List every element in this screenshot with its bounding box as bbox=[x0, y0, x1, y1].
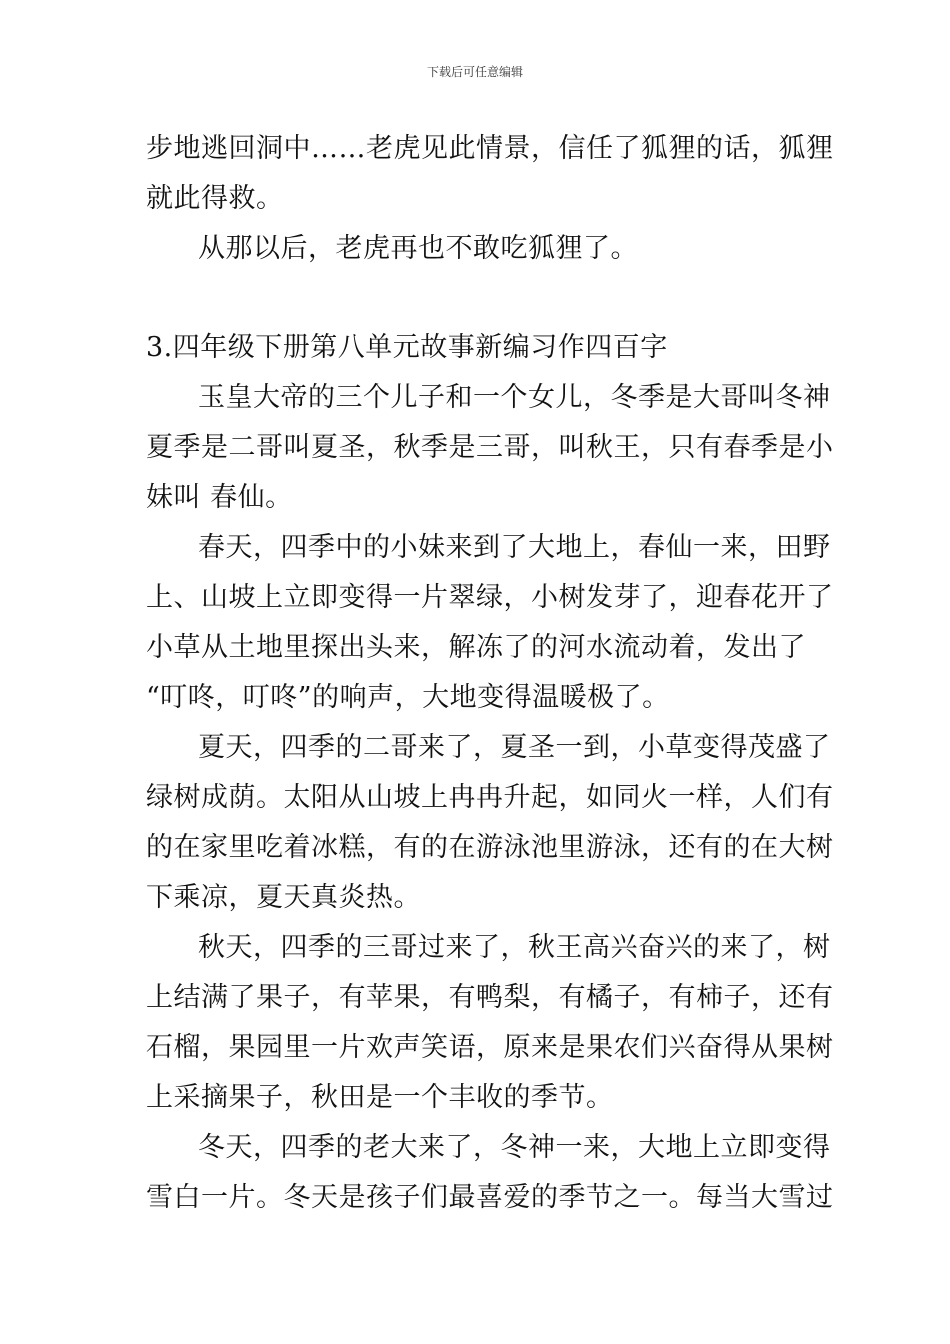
text-line: 的在家里吃着冰糕，有的在游泳池里游泳，还有的在大树 bbox=[146, 832, 834, 863]
text-line: 玉皇大帝的三个儿子和一个女儿，冬季是大哥叫冬神 bbox=[198, 382, 831, 413]
text-line: 上结满了果子，有苹果，有鸭梨，有橘子，有柿子，还有 bbox=[146, 982, 834, 1013]
text-line: 妹叫 春仙。 bbox=[146, 482, 293, 513]
text-line: 就此得救。 bbox=[146, 183, 284, 214]
text-line: 绿树成荫。太阳从山坡上冉冉升起，如同火一样，人们有 bbox=[146, 782, 834, 813]
text-line: 上采摘果子，秋田是一个丰收的季节。 bbox=[146, 1082, 614, 1113]
section-heading: 3.四年级下册第八单元故事新编习作四百字 bbox=[146, 332, 668, 363]
text-line: 步地逃回洞中……老虎见此情景，信任了狐狸的话，狐狸 bbox=[146, 133, 834, 164]
text-line: 雪白一片。冬天是孩子们最喜爱的季节之一。每当大雪过 bbox=[146, 1182, 834, 1213]
text-line: 小草从土地里探出头来，解冻了的河水流动着，发出了 bbox=[146, 632, 806, 663]
text-line: 秋天，四季的三哥过来了，秋王高兴奋兴的来了，树 bbox=[198, 932, 831, 963]
text-line: 下乘凉，夏天真炎热。 bbox=[146, 882, 421, 913]
text-line: “叮咚，叮咚”的响声，大地变得温暖极了。 bbox=[146, 682, 670, 713]
page-header-note: 下载后可任意编辑 bbox=[426, 65, 523, 79]
text-line: 从那以后，老虎再也不敢吃狐狸了。 bbox=[198, 233, 638, 264]
text-line: 夏季是二哥叫夏圣，秋季是三哥，叫秋王，只有春季是小 bbox=[146, 432, 834, 463]
text-line: 上、山坡上立即变得一片翠绿，小树发芽了，迎春花开了 bbox=[146, 582, 834, 613]
text-line: 冬天，四季的老大来了，冬神一来，大地上立即变得 bbox=[198, 1132, 831, 1163]
text-line: 石榴，果园里一片欢声笑语，原来是果农们兴奋得从果树 bbox=[146, 1032, 834, 1063]
text-line: 夏天，四季的二哥来了，夏圣一到，小草变得茂盛了 bbox=[198, 732, 831, 763]
text-line: 春天，四季中的小妹来到了大地上，春仙一来，田野 bbox=[198, 532, 831, 563]
